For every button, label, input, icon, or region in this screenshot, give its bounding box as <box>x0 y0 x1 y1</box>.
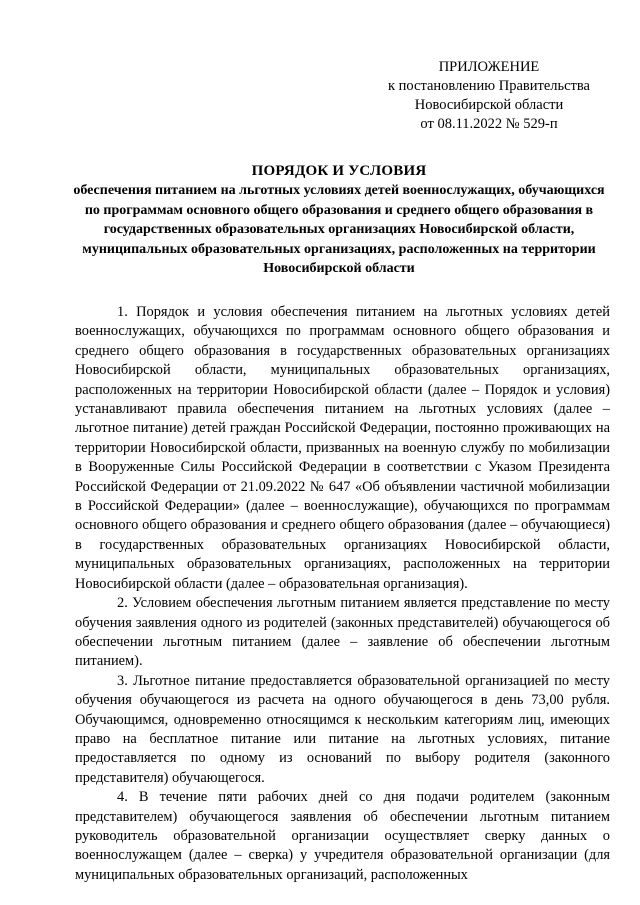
paragraph-4: 4. В течение пяти рабочих дней со дня подачи родителем (законным представителем) обучающегося заявления об обеспечении льготным питанием руководитель образовательной организации осуществляет сверку данных о военнослужащем (далее – сверка) у учредителя образовательной организации (для муниципальных образовательных организаций, расположенных <box>75 789 610 883</box>
appendix-header <box>374 58 604 134</box>
appendix-resolution-line: к постановлению Правительства <box>388 78 590 94</box>
paragraph-2: 2. Условием обеспечения льготным питанием является представление по месту обучения заявления одного из родителей (законных представителей) обучающегося об обеспечении льготным питанием (далее – заявление об обеспечении льготным питанием). <box>75 595 610 670</box>
document-title: ПОРЯДОК И УСЛОВИЯ <box>251 163 427 179</box>
appendix-region-line: Новосибирской области <box>414 97 564 113</box>
document-heading <box>70 162 608 279</box>
paragraph-3: 3. Льготное питание предоставляется образовательной организацией по месту обучения обучающегося из расчета на одного обучающегося в день 73,00 рубля. Обучающимся, одновременно относящимся к нескольким категориям лиц, имеющих право на бесплатное питание или питание на льготных условиях, питание предоставляется по одному из оснований по выбору родителя (законного представителя) обучающегося. <box>75 672 610 786</box>
document-body <box>75 303 610 885</box>
appendix-label: ПРИЛОЖЕНИЕ <box>438 59 540 75</box>
paragraph-1: 1. Порядок и условия обеспечения питанием на льготных условиях детей военнослужащих, обучающихся по программам основного общего образования и среднего общего образования в государственных образовательных организациях Новосибирской области, муниципальных образовательных организациях, расположенных на территории Новосибирской области (далее – Порядок и условия) устанавливают правила обеспечения питанием на льготных условиях (далее – льготное питание) детей граждан Российской Федерации, постоянно проживающих на территории Новосибирской области, призванных на военную службу по мобилизации в Вооруженные Силы Российской Федерации в соответствии с Указом Президента Российской Федерации от 21.09.2022 № 647 «Об объявлении частичной мобилизации в Российской Федерации» (далее – военнослужащие), обучающихся по программам основного общего образования и среднего общего образования (далее – обучающиеся) в государственных образовательных организациях Новосибирской области, муниципальных образовательных организациях, расположенных на территории Новосибирской области (далее – образовательная организация). <box>75 304 610 592</box>
appendix-date-number: от 08.11.2022 № 529-п <box>420 116 558 132</box>
document-subtitle: обеспечения питанием на льготных условиях детей военнослужащих, обучающихся по программам основного общего образования и среднего общего образования в государственных образовательных организациях Новосибирской области, муниципальных образовательных организациях, расположенных на территории Новосибирской области <box>73 183 605 277</box>
